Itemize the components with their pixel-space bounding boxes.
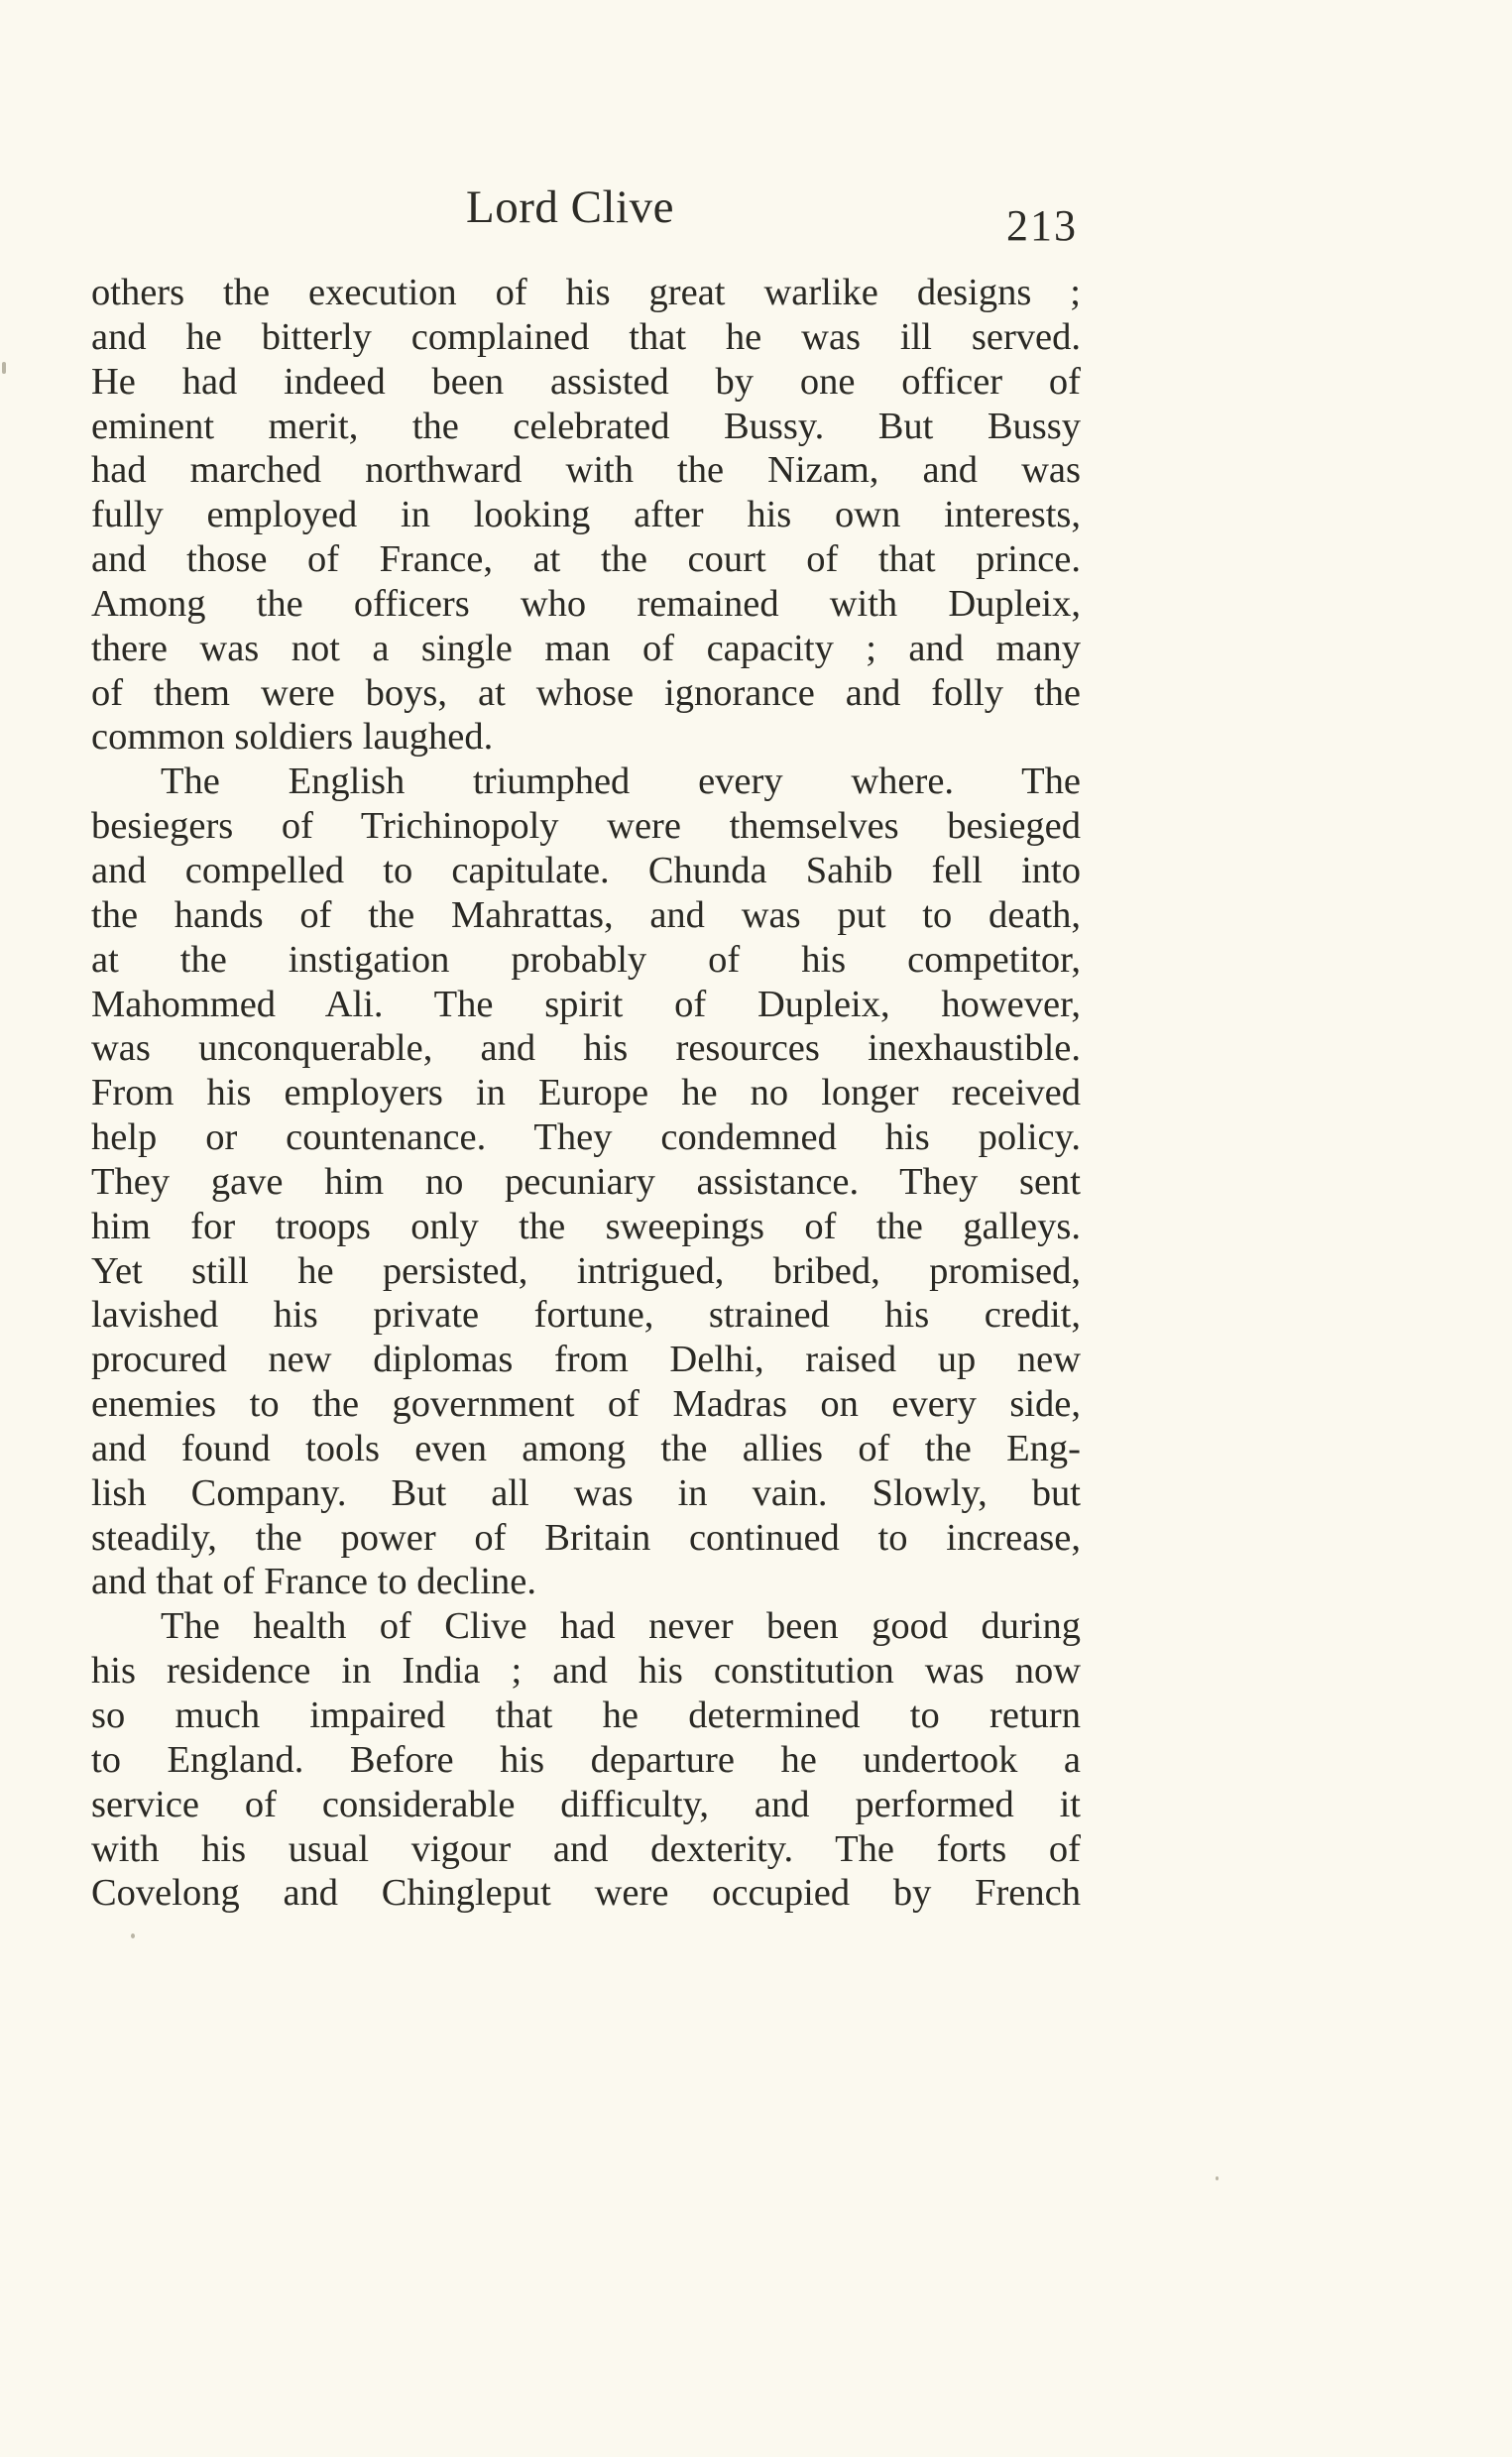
text-line: at the instigation probably of his competitor, [91, 938, 1081, 981]
text-line: him for troops only the sweepings of the galleys. [91, 1205, 1081, 1247]
text-line: eminent merit, the celebrated Bussy. But Bussy [91, 405, 1081, 447]
page-number: 213 [1006, 201, 1078, 250]
text-line: The English triumphed every where. The [161, 760, 1081, 803]
text-line: and that of France to decline. [91, 1561, 536, 1603]
text-line: there was not a single man of capacity ; and many [91, 627, 1081, 669]
text-line: steadily, the power of Britain continued to increase, [91, 1516, 1081, 1559]
text-line: so much impaired that he determined to return [91, 1695, 1081, 1736]
text-line: Among the officers who remained with Dupleix, [91, 582, 1081, 625]
text-line: and he bitterly complained that he was ill served. [91, 315, 1081, 358]
text-line: others the execution of his great warlike designs ; [91, 272, 1081, 313]
text-line: to England. Before his departure he undertook a [91, 1738, 1081, 1781]
text-line: service of considerable difficulty, and performed it [91, 1783, 1081, 1825]
text-line: besiegers of Trichinopoly were themselves besieged [91, 805, 1081, 848]
text-line: lavished his private fortune, strained his credit, [91, 1294, 1081, 1337]
text-line: lish Company. But all was in vain. Slowly, but [91, 1471, 1081, 1514]
paper-speck [2, 362, 6, 374]
text-line: From his employers in Europe he no longer received [91, 1072, 1081, 1114]
text-line: had marched northward with the Nizam, and was [91, 449, 1081, 492]
text-line: Mahommed Ali. The spirit of Dupleix, however, [91, 983, 1081, 1025]
text-line: was unconquerable, and his resources inexhaustible. [91, 1027, 1081, 1070]
text-line: help or countenance. They condemned his policy. [91, 1116, 1081, 1159]
text-line: enemies to the government of Madras on every side, [91, 1383, 1081, 1426]
text-line: and those of France, at the court of that prince. [91, 538, 1081, 581]
text-line: Covelong and Chingleput were occupied by French [91, 1872, 1081, 1915]
running-title: Lord Clive [466, 181, 674, 233]
text-line: of them were boys, at whose ignorance and folly the [91, 671, 1081, 714]
text-line: fully employed in looking after his own interests, [91, 494, 1081, 536]
text-line: his residence in India ; and his constitution was now [91, 1650, 1081, 1693]
text-line: Yet still he persisted, intrigued, bribed, promised, [91, 1249, 1081, 1292]
text-line: They gave him no pecuniary assistance. They sent [91, 1160, 1081, 1203]
text-line: procured new diplomas from Delhi, raised up new [91, 1339, 1081, 1381]
text-line: He had indeed been assisted by one officer of [91, 360, 1081, 403]
paper-speck [1216, 2176, 1219, 2180]
text-line: common soldiers laughed. [91, 716, 494, 759]
text-line: The health of Clive had never been good during [161, 1605, 1081, 1648]
paper-speck [131, 1933, 135, 1938]
body-text [91, 271, 1081, 1916]
text-line: with his usual vigour and dexterity. The forts of [91, 1827, 1081, 1870]
text-line: the hands of the Mahrattas, and was put to death, [91, 893, 1081, 936]
text-line: and found tools even among the allies of the Eng- [91, 1427, 1081, 1469]
text-line: and compelled to capitulate. Chunda Sahib fell into [91, 849, 1081, 891]
